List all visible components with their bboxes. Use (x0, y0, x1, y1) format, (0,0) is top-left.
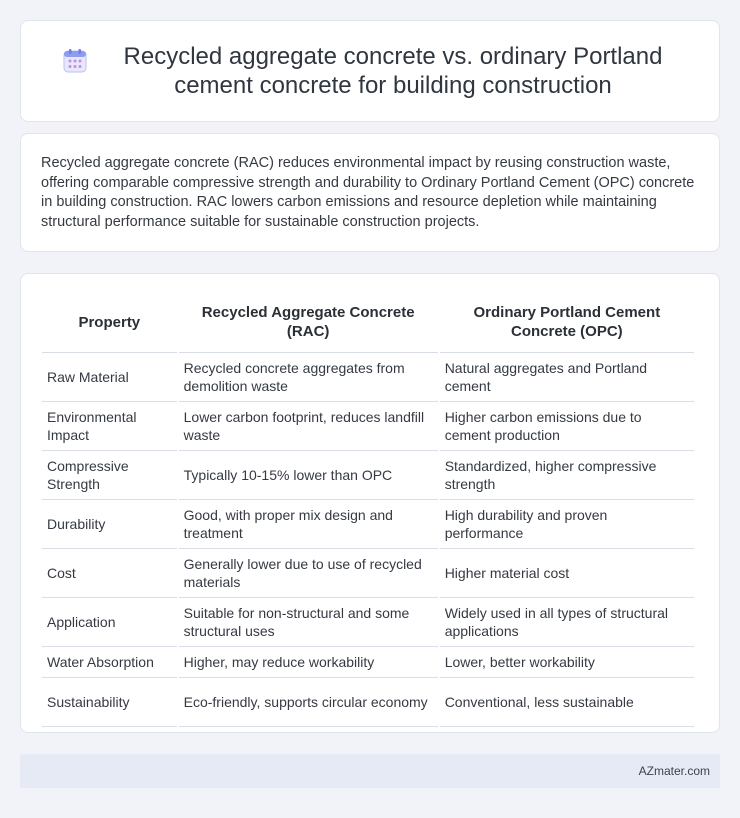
title-wrap (62, 42, 678, 100)
opc-cell: Higher carbon emissions due to cement production (440, 402, 694, 451)
header-rac: Recycled Aggregate Concrete (RAC) (179, 292, 438, 353)
opc-cell: High durability and proven performance (440, 500, 694, 549)
property-cell: Durability (42, 500, 177, 549)
table-row (42, 500, 694, 549)
summary-text: Recycled aggregate concrete (RAC) reduces environmental impact by reusing construction waste, offering comparable compressive strength and durability to Ordinary Portland Cement (OPC) concrete in building construction. RAC lowers carbon emissions and resource depletion while maintaining structural performance suitable for sustainable construction projects. (41, 155, 695, 230)
footer-brand[interactable]: AZmater.com (638, 764, 710, 778)
comparison-card (20, 273, 720, 733)
table-row (42, 647, 694, 678)
rac-cell: Higher, may reduce workability (179, 647, 438, 678)
rac-cell: Good, with proper mix design and treatment (179, 500, 438, 549)
table-row (42, 678, 694, 727)
header-property: Property (42, 292, 177, 353)
rac-cell: Eco-friendly, supports circular economy (179, 678, 438, 727)
property-cell: Cost (42, 549, 177, 598)
table-row (42, 549, 694, 598)
calendar-icon (62, 48, 88, 74)
table-row (42, 402, 694, 451)
table-row (42, 353, 694, 402)
rac-cell: Typically 10-15% lower than OPC (179, 451, 438, 500)
opc-cell: Widely used in all types of structural applications (440, 598, 694, 647)
opc-cell: Lower, better workability (440, 647, 694, 678)
title-card (20, 20, 720, 122)
header-opc: Ordinary Portland Cement Concrete (OPC) (440, 292, 694, 353)
opc-cell: Natural aggregates and Portland cement (440, 353, 694, 402)
property-cell: Compressive Strength (42, 451, 177, 500)
footer (20, 754, 720, 788)
property-cell: Environmental Impact (42, 402, 177, 451)
property-cell: Raw Material (42, 353, 177, 402)
table-header-row (42, 292, 694, 353)
table-row (42, 451, 694, 500)
summary-card (20, 133, 720, 252)
property-cell: Sustainability (42, 678, 177, 727)
page-title: Recycled aggregate concrete vs. ordinary Portland cement concrete for building construction (123, 43, 663, 99)
property-cell: Application (42, 598, 177, 647)
rac-cell: Generally lower due to use of recycled materials (179, 549, 438, 598)
opc-cell: Standardized, higher compressive strength (440, 451, 694, 500)
property-cell: Water Absorption (42, 647, 177, 678)
table-row (42, 598, 694, 647)
rac-cell: Lower carbon footprint, reduces landfill waste (179, 402, 438, 451)
comparison-table (40, 292, 696, 727)
opc-cell: Higher material cost (440, 549, 694, 598)
rac-cell: Recycled concrete aggregates from demolition waste (179, 353, 438, 402)
rac-cell: Suitable for non-structural and some structural uses (179, 598, 438, 647)
opc-cell: Conventional, less sustainable (440, 678, 694, 727)
